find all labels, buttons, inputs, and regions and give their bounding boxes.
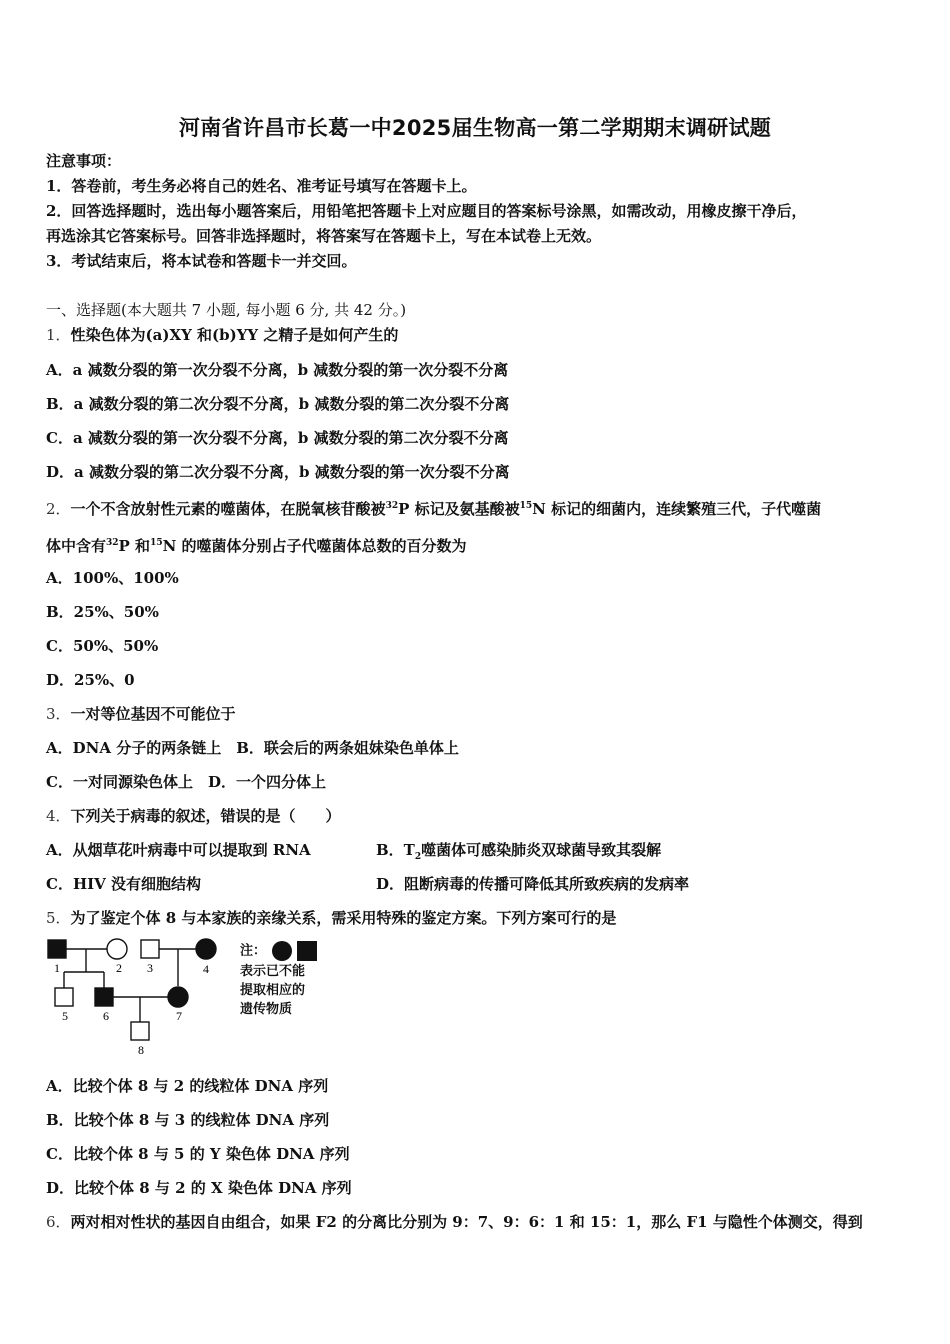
question-text: 两对相对性状的基因自由组合，如果 F2 的分离比分别为 9：7、9：6：1 和 15：1，那么 F1 与隐性个体测交，得到 xyxy=(70,1213,863,1231)
q1-option-b[interactable]: B．a 减数分裂的第二次分裂不分离，b 减数分裂的第二次分裂不分离 xyxy=(46,395,510,413)
question-text: 下列关于病毒的叙述，错误的是（ ） xyxy=(70,807,341,825)
q1-option-d[interactable]: D．a 减数分裂的第二次分裂不分离，b 减数分裂的第一次分裂不分离 xyxy=(46,463,510,481)
q1-option-a[interactable]: A．a 减数分裂的第一次分裂不分离，b 减数分裂的第一次分裂不分离 xyxy=(46,361,509,379)
individual-1-affected-male xyxy=(48,940,66,958)
individual-7-affected-female xyxy=(168,987,188,1007)
question-text: 一对等位基因不可能位于 xyxy=(70,705,236,723)
question-6-stem xyxy=(46,1212,863,1232)
q4-option-a[interactable]: A．从烟草花叶病毒中可以提取到 RNA xyxy=(46,841,311,859)
q2-option-b[interactable]: B．25%、50% xyxy=(46,603,159,621)
superscript: 32 xyxy=(385,501,399,511)
notice-heading: 注意事项： xyxy=(46,152,122,170)
q5-option-c[interactable]: C．比较个体 8 与 5 的 Y 染色体 DNA 序列 xyxy=(46,1145,350,1163)
individual-6-affected-male xyxy=(95,988,113,1006)
page-title: 河南省许昌市长葛一中2025届生物高一第二学期期末调研试题 xyxy=(178,116,772,140)
question-2-stem-cont xyxy=(46,533,467,556)
pedigree-chart xyxy=(40,936,240,1058)
question-text: N 标记的细菌内，连续繁殖三代，子代噬菌 xyxy=(532,500,822,518)
pedigree-label: 8 xyxy=(138,1043,144,1057)
legend-prefix: 注： xyxy=(240,943,267,959)
question-number: 5． xyxy=(46,909,71,927)
section-heading: 一、选择题(本大题共 7 小题, 每小题 6 分, 共 42 分。) xyxy=(46,301,407,319)
question-5-stem xyxy=(46,908,616,928)
notice-item: 2．回答选择题时，选出每小题答案后，用铅笔把答题卡上对应题目的答案标号涂黑，如需改动，用橡皮擦干净后， xyxy=(46,202,807,220)
question-4-stem xyxy=(46,806,341,826)
q2-option-c[interactable]: C．50%、50% xyxy=(46,637,159,655)
pedigree-legend xyxy=(240,940,319,1019)
legend-filled-square-icon xyxy=(297,941,317,961)
pedigree-label: 6 xyxy=(103,1009,109,1023)
q5-option-d[interactable]: D．比较个体 8 与 2 的 X 染色体 DNA 序列 xyxy=(46,1179,352,1197)
option-text: 噬菌体可感染肺炎双球菌导致其裂解 xyxy=(421,841,662,859)
question-3-stem xyxy=(46,704,236,724)
question-number: 1． xyxy=(46,326,71,344)
q2-option-a[interactable]: A．100%、100% xyxy=(46,569,179,587)
individual-3-male xyxy=(141,940,159,958)
notice-item: 1．答卷前，考生务必将自己的姓名、准考证号填写在答题卡上。 xyxy=(46,177,477,195)
question-text: P 标记及氨基酸被 xyxy=(398,500,520,518)
question-text: 体中含有 xyxy=(46,537,107,555)
legend-symbols xyxy=(271,940,319,962)
individual-4-affected-female xyxy=(196,939,216,959)
question-text: P 和 xyxy=(118,537,151,555)
notice-item: 3．考试结束后，将本试卷和答题卡一并交回。 xyxy=(46,252,357,270)
question-number: 2． xyxy=(46,500,71,518)
pedigree-label: 5 xyxy=(62,1009,68,1023)
legend-row xyxy=(240,940,319,962)
superscript: 15 xyxy=(519,501,533,511)
q4-option-b[interactable] xyxy=(376,840,661,867)
pedigree-label: 2 xyxy=(116,961,122,975)
question-text: 性染色体为(a)XY 和(b)YY 之精子是如何产生的 xyxy=(70,326,399,344)
question-number: 4． xyxy=(46,807,71,825)
q4-option-c[interactable]: C．HIV 没有细胞结构 xyxy=(46,875,201,893)
legend-text: 遗传物质 xyxy=(240,1002,293,1017)
option-text: B．T xyxy=(376,841,415,859)
legend-filled-circle-icon xyxy=(272,941,292,961)
individual-5-male xyxy=(55,988,73,1006)
pedigree-label: 4 xyxy=(203,962,209,976)
question-1-stem xyxy=(46,325,398,345)
q1-option-c[interactable]: C．a 减数分裂的第一次分裂不分离，b 减数分裂的第二次分裂不分离 xyxy=(46,429,509,447)
superscript: 32 xyxy=(106,538,119,548)
question-text: N 的噬菌体分别占子代噬菌体总数的百分数为 xyxy=(162,537,467,555)
question-text: 一个不含放射性元素的噬菌体，在脱氧核苷酸被 xyxy=(70,500,386,518)
question-2-stem xyxy=(46,496,821,519)
question-number: 6． xyxy=(46,1213,71,1231)
superscript: 15 xyxy=(150,538,163,548)
notice-item: 再选涂其它答案标号。回答非选择题时，将答案写在答题卡上，写在本试卷上无效。 xyxy=(46,227,602,245)
question-number: 3． xyxy=(46,705,71,723)
legend-text: 提取相应的 xyxy=(240,983,306,998)
q2-option-d[interactable]: D．25%、0 xyxy=(46,671,135,689)
subscript: 2 xyxy=(414,852,422,862)
pedigree-label: 1 xyxy=(54,961,60,975)
q4-option-d[interactable]: D．阻断病毒的传播可降低其所致疾病的发病率 xyxy=(376,875,690,893)
individual-2-female xyxy=(107,939,127,959)
pedigree-label: 3 xyxy=(147,961,153,975)
q3-options-ab[interactable]: A．DNA 分子的两条链上 B．联会后的两条姐妹染色单体上 xyxy=(46,739,459,757)
legend-text: 表示已不能 xyxy=(240,964,306,979)
individual-8-male xyxy=(131,1022,149,1040)
q5-option-b[interactable]: B．比较个体 8 与 3 的线粒体 DNA 序列 xyxy=(46,1111,330,1129)
pedigree-label: 7 xyxy=(176,1009,182,1023)
question-text: 为了鉴定个体 8 与本家族的亲缘关系，需采用特殊的鉴定方案。下列方案可行的是 xyxy=(70,909,617,927)
q3-options-cd[interactable]: C．一对同源染色体上 D．一个四分体上 xyxy=(46,773,326,791)
q5-option-a[interactable]: A．比较个体 8 与 2 的线粒体 DNA 序列 xyxy=(46,1077,329,1095)
